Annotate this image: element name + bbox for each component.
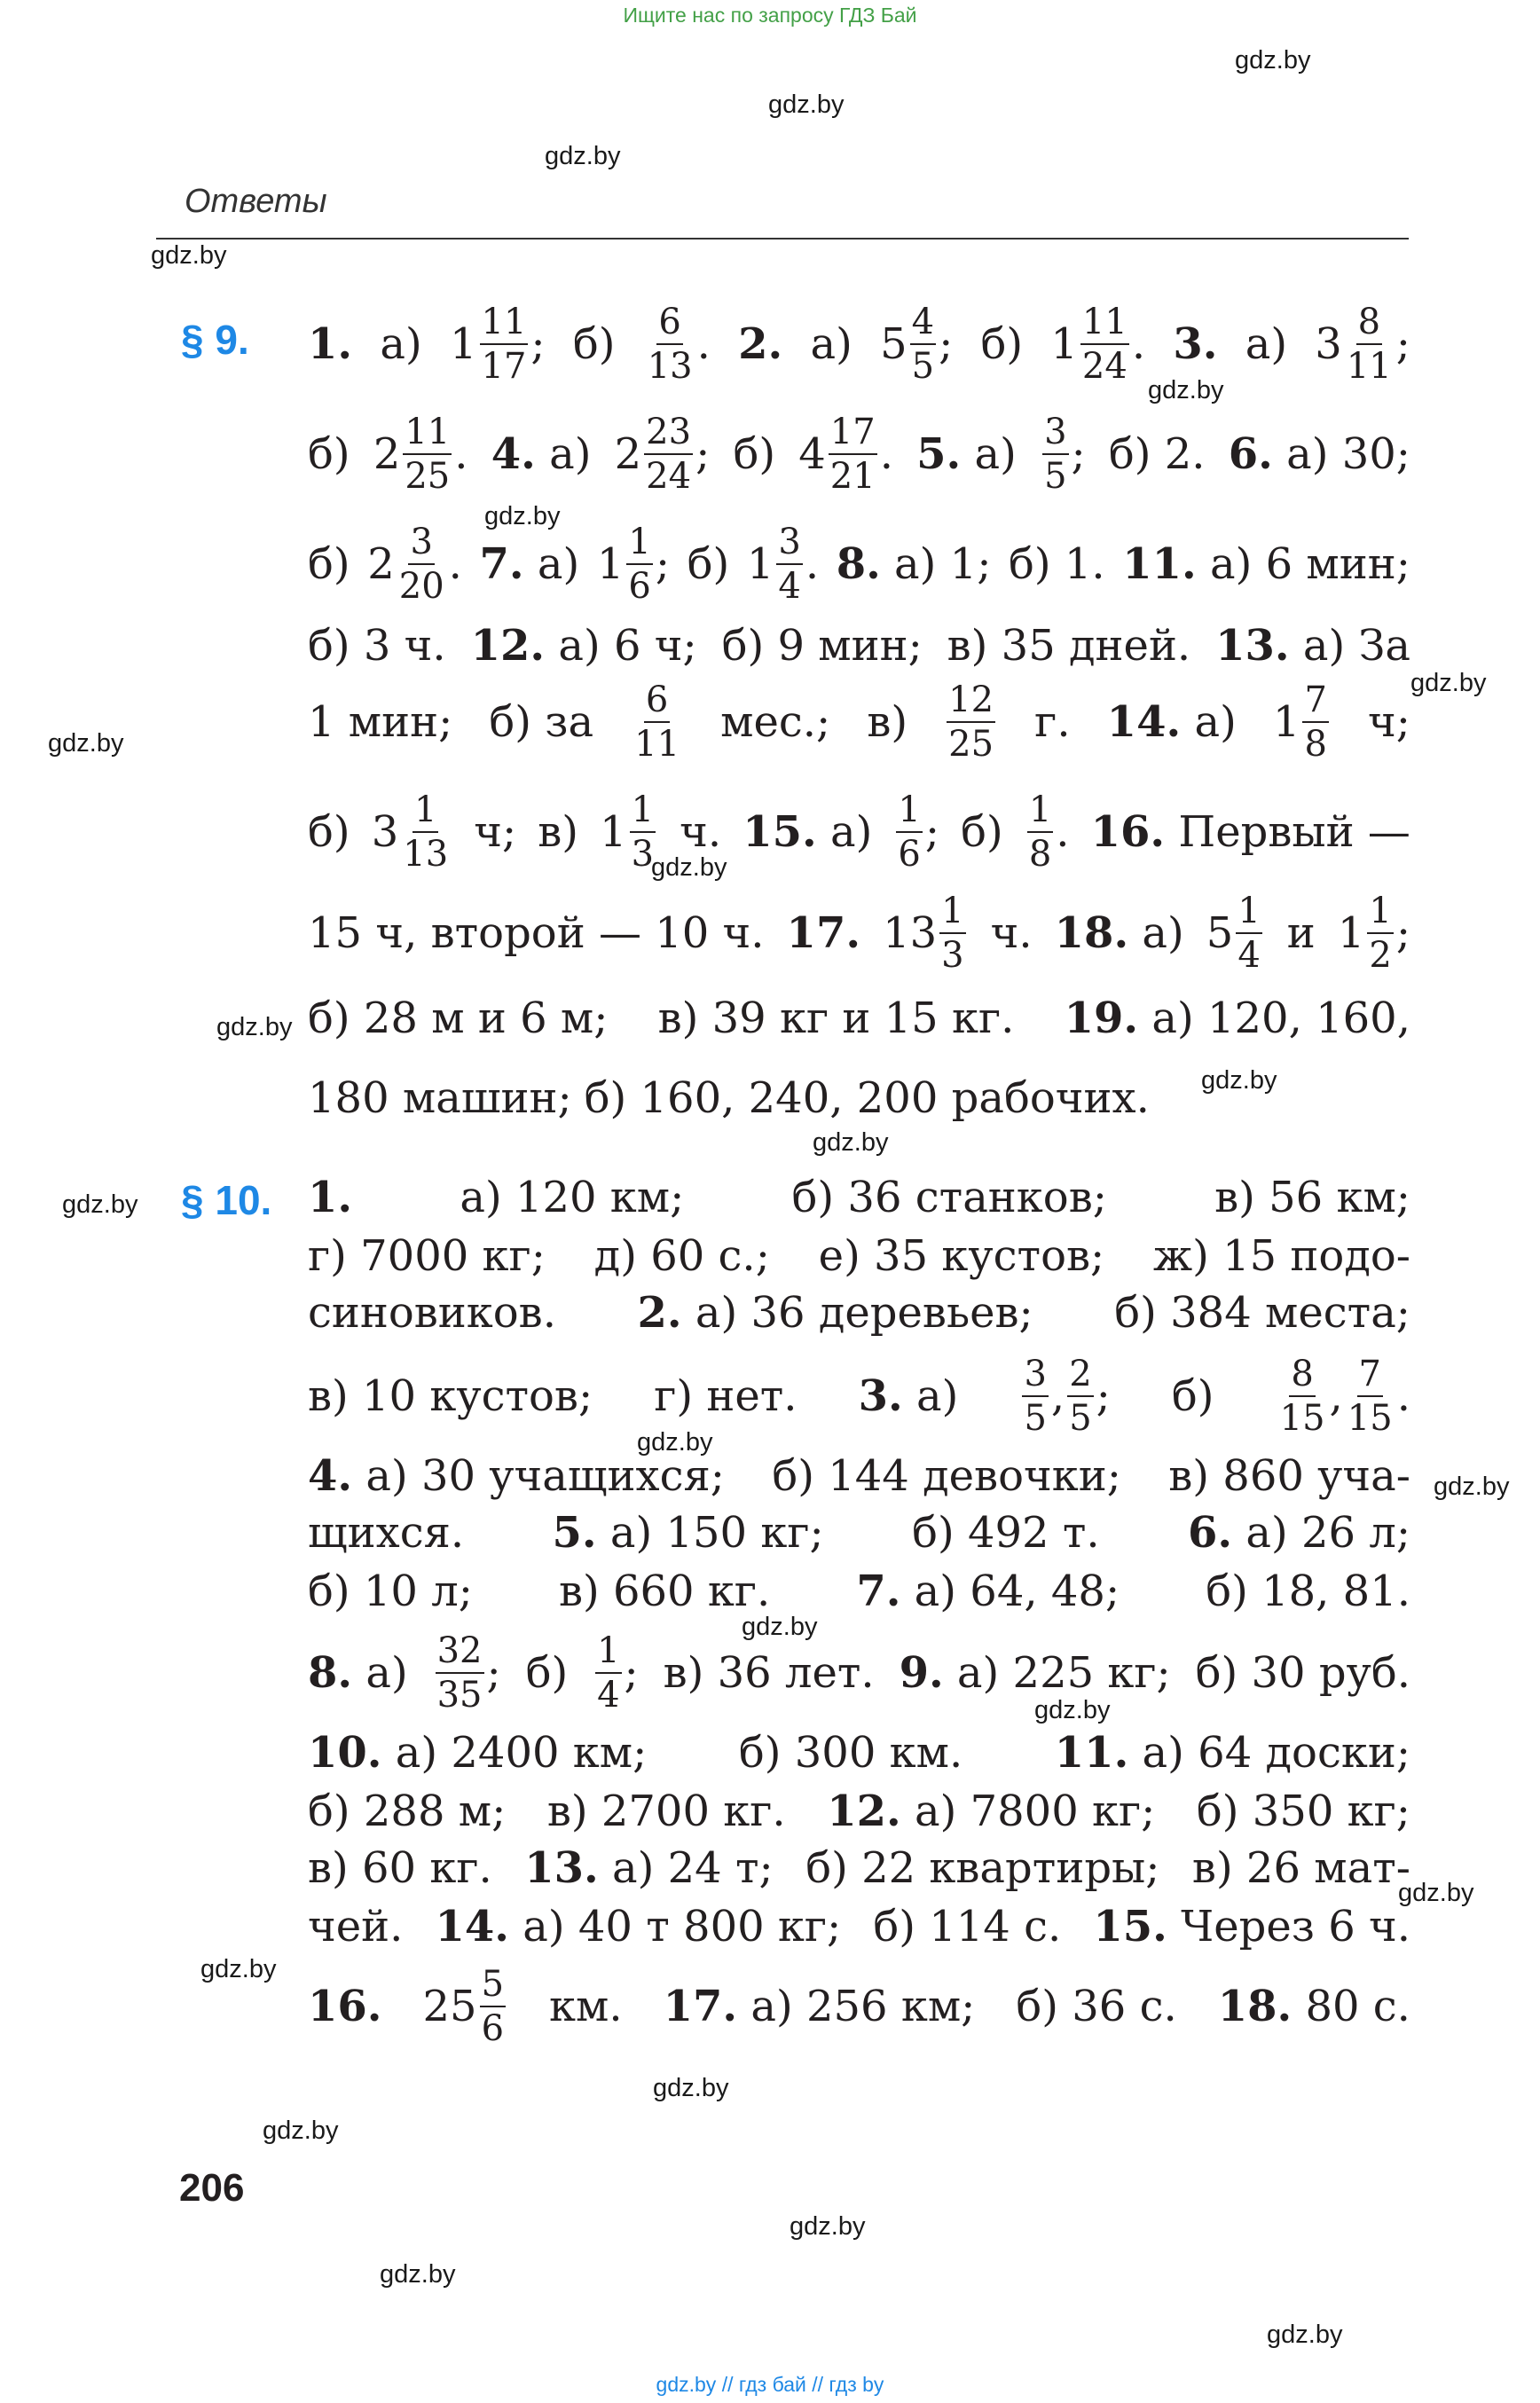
watermark: gdz.by: [813, 1128, 889, 1157]
answer-line: 180 машин; б) 160, 240, 200 рабочих.: [308, 1073, 1150, 1123]
watermark: gdz.by: [653, 2074, 729, 2102]
page-header-title: Ответы: [185, 183, 327, 220]
answer-line: 8. а) $\frac{32}{35}$ ; б) $\frac{1}{4}$ ; в) 36 лет. 9. а) 225 кг; б) 30 руб.: [308, 1630, 1410, 1716]
answer-line: 15 ч, второй — 10 ч. 17. 13 $\frac{1}{3}$ ч. 18. а) 5 $\frac{1}{4}$ и 1 $\frac{1}{2}$ ;: [308, 891, 1410, 976]
watermark: gdz.by: [1201, 1066, 1277, 1095]
watermark: gdz.by: [200, 1955, 277, 1983]
watermark: gdz.by: [1410, 669, 1487, 697]
watermark: gdz.by: [48, 729, 124, 758]
watermark: gdz.by: [790, 2212, 866, 2241]
watermark: gdz.by: [1267, 2321, 1343, 2349]
answer-line: б) 3 $\frac{1}{13}$ ч; в) 1 $\frac{1}{3}$ ч. 15. а) $\frac{1}{6}$ ; б) $\frac{1}{8}$ . 16. Первый —: [308, 789, 1410, 875]
section-9-label: § 9.: [181, 317, 249, 363]
watermark: gdz.by: [1034, 1696, 1111, 1724]
answer-line: 1. а) 120 км; б) 36 станков; в) 56 км;: [308, 1173, 1410, 1222]
answer-line: щихся. 5. а) 150 кг; б) 492 т. 6. а) 26 л;: [308, 1508, 1410, 1558]
answer-line: 4. а) 30 учащихся; б) 144 девочки; в) 860 уча-: [308, 1451, 1410, 1501]
watermark: gdz.by: [637, 1428, 713, 1457]
watermark: gdz.by: [380, 2260, 456, 2289]
answer-line: синовиков. 2. а) 36 деревьев; б) 384 места;: [308, 1288, 1410, 1338]
answer-line: в) 10 кустов; г) нет. 3. а) $\frac{3}{5}$ , $\frac{2}{5}$ ; б) $\frac{8}{15}$ , $\frac{7}{15}$ .: [308, 1354, 1410, 1439]
watermark: gdz.by: [545, 142, 621, 170]
answer-line: б) 3 ч. 12. а) 6 ч; б) 9 мин; в) 35 дней. 13. а) За: [308, 621, 1410, 671]
answer-line: 1. а) 1 $\frac{11}{17}$ ; б) $\frac{6}{13}$ . 2. а) 5 $\frac{4}{5}$ ; б) 1 $\frac{11}{24}$ . 3. а) 3 $\frac{8}{11}$ ;: [308, 302, 1410, 387]
answer-line: в) 60 кг. 13. а) 24 т; б) 22 квартиры; в) 26 мат-: [308, 1843, 1410, 1893]
answer-line: б) 2 $\frac{11}{25}$ . 4. а) 2 $\frac{23}{24}$ ; б) 4 $\frac{17}{21}$ . 5. а) $\frac{3}{5}$ ; б) 2. 6. а) 30;: [308, 412, 1410, 497]
answer-line: 10. а) 2400 км; б) 300 км. 11. а) 64 доски;: [308, 1728, 1410, 1778]
answer-line: б) 28 м и 6 м; в) 39 кг и 15 кг. 19. а) 120, 160,: [308, 993, 1410, 1043]
watermark: gdz.by: [484, 502, 561, 530]
top-banner[interactable]: Ищите нас по запросу ГДЗ Бай: [623, 4, 917, 27]
answer-line: 16. 25 $\frac{5}{6}$ км. 17. а) 256 км; б) 36 с. 18. 80 с.: [308, 1964, 1410, 2049]
answer-line: б) 288 м; в) 2700 кг. 12. а) 7800 кг; б) 350 кг;: [308, 1787, 1410, 1836]
answer-line: г) 7000 кг; д) 60 с.; е) 35 кустов; ж) 15 подо-: [308, 1231, 1410, 1281]
watermark: gdz.by: [1235, 46, 1311, 75]
section-10-label: § 10.: [181, 1177, 272, 1223]
header-divider: [156, 238, 1409, 240]
answer-line: чей. 14. а) 40 т 800 кг; б) 114 с. 15. Через 6 ч.: [308, 1902, 1410, 1951]
watermark: gdz.by: [1398, 1879, 1474, 1907]
page-number: 206: [179, 2166, 245, 2210]
watermark: gdz.by: [263, 2116, 339, 2145]
answer-line: б) 10 л; в) 660 кг. 7. а) 64, 48; б) 18, 81.: [308, 1567, 1410, 1616]
watermark: gdz.by: [768, 90, 845, 119]
watermark: gdz.by: [742, 1613, 818, 1641]
watermark: gdz.by: [651, 853, 727, 882]
answer-line: б) 2 $\frac{3}{20}$ . 7. а) 1 $\frac{1}{6}$ ; б) 1 $\frac{3}{4}$ . 8. а) 1; б) 1. 11. а) 6 мин;: [308, 522, 1410, 607]
watermark: gdz.by: [151, 241, 227, 270]
footer-links[interactable]: gdz.by // гдз бай // гдз by: [656, 2373, 884, 2396]
watermark: gdz.by: [1434, 1472, 1510, 1501]
watermark: gdz.by: [62, 1190, 138, 1219]
answer-line: 1 мин; б) за $\frac{6}{11}$ мес.; в) $\frac{12}{25}$ г. 14. а) 1 $\frac{7}{8}$ ч;: [308, 679, 1410, 765]
watermark: gdz.by: [1148, 376, 1224, 404]
watermark: gdz.by: [216, 1013, 293, 1041]
